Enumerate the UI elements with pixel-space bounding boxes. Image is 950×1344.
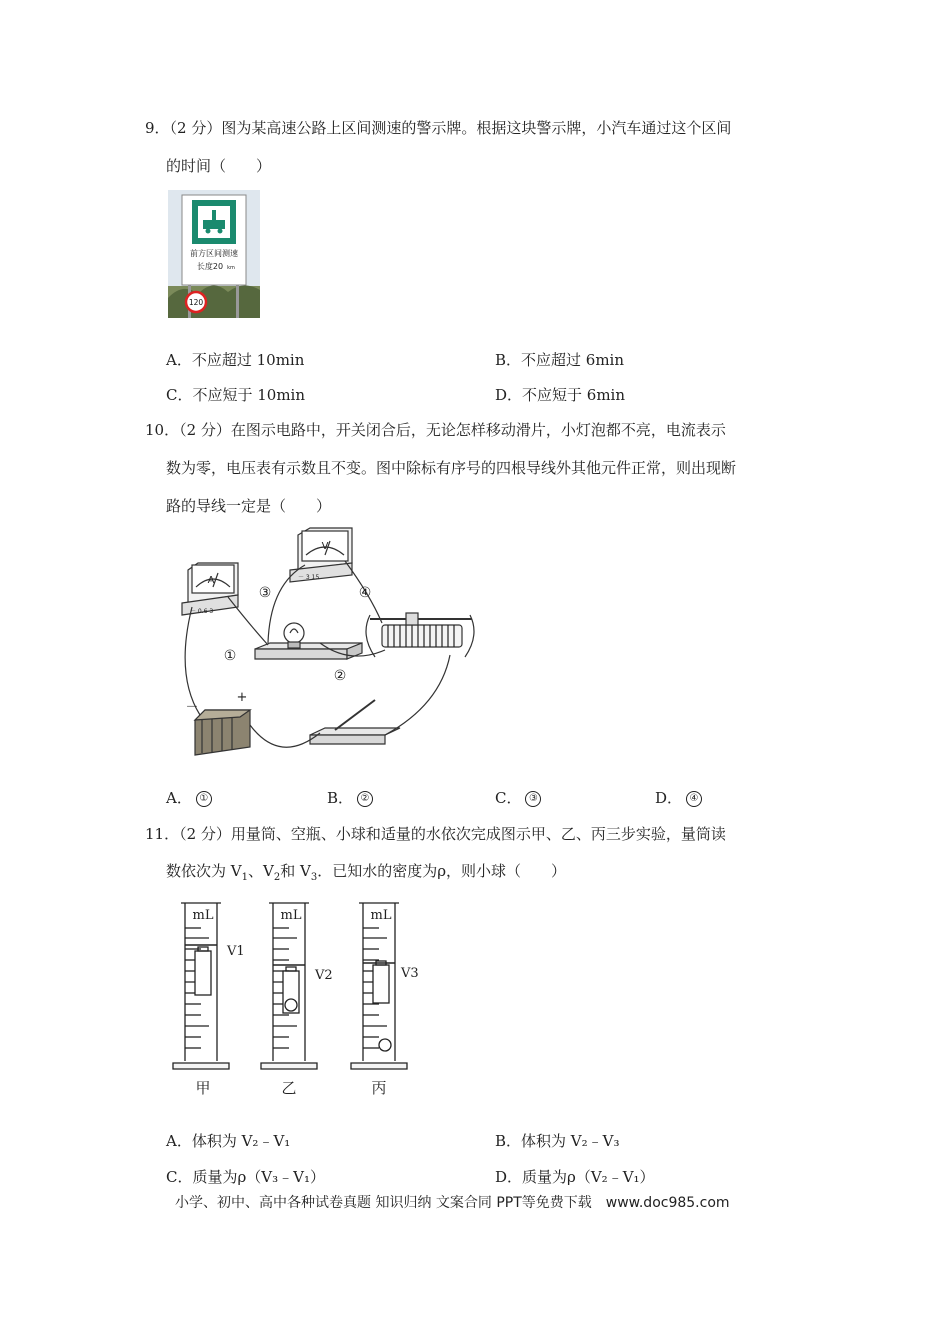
q10-line2: 数为零，电压表有示数且不变。图中除标有序号的四根导线外其他元件正常，则出现断 bbox=[166, 459, 737, 477]
q11-sub2: 2 bbox=[273, 872, 281, 883]
q10-line3: 路的导线一定是（ ） bbox=[166, 497, 332, 515]
cylinder-2-reading: V2 bbox=[315, 968, 333, 983]
q10-option-b-mark: ② bbox=[357, 791, 373, 807]
cylinder-1-unit: mL bbox=[192, 908, 214, 923]
q10-option-d-prefix: D． bbox=[655, 789, 683, 807]
sign-unit: km bbox=[227, 265, 235, 271]
q11-text2c: 和 V bbox=[280, 862, 311, 880]
q9-line1 bbox=[145, 118, 731, 138]
q10-option-a[interactable] bbox=[166, 788, 212, 808]
sign-text1: 前方区间测速 bbox=[190, 249, 238, 258]
cylinder-1-caption: 甲 bbox=[195, 1079, 211, 1097]
q9-option-a[interactable]: A．不应超过 10min bbox=[166, 351, 305, 369]
cylinder-2-caption: 乙 bbox=[281, 1079, 297, 1097]
q9-option-b[interactable]: B．不应超过 6min bbox=[495, 351, 625, 369]
q10-option-d-mark: ④ bbox=[686, 791, 702, 807]
cylinder-2-unit: mL bbox=[280, 908, 302, 923]
q10-line1 bbox=[145, 420, 726, 440]
q10-option-a-prefix: A． bbox=[166, 789, 192, 807]
q10-option-c[interactable] bbox=[495, 788, 541, 808]
q11-option-c[interactable]: C．质量为ρ（V₃﹣V₁） bbox=[166, 1168, 325, 1186]
wire-4-label: ④ bbox=[358, 585, 372, 601]
q10-number: 10． bbox=[145, 421, 180, 439]
cylinder-3-reading: V3 bbox=[401, 966, 419, 981]
q10-option-a-mark: ① bbox=[196, 791, 212, 807]
speed-limit-text: 120 bbox=[188, 298, 204, 307]
footer-text: 小学、初中、高中各种试卷真题 知识归纳 文案合同 PPT等免费下载 www.doc985.com bbox=[175, 1195, 730, 1211]
q10-option-c-prefix: C． bbox=[495, 789, 522, 807]
ammeter-terminals: － 0.6 3 bbox=[190, 608, 214, 615]
q9-text1: （2 分）图为某高速公路上区间测速的警示牌。根据这块警示牌，小汽车通过这个区间 bbox=[169, 119, 732, 137]
q11-line2 bbox=[166, 861, 566, 888]
q11-text2a: 数依次为 V bbox=[166, 862, 242, 880]
q11-sub3: 3 bbox=[310, 872, 318, 883]
voltmeter-terminals: － 3 15 bbox=[298, 574, 320, 581]
q9-option-d[interactable]: D．不应短于 6min bbox=[495, 386, 626, 404]
sign-text2: 长度20 bbox=[196, 262, 224, 271]
q11-text2b: 、V bbox=[247, 862, 274, 880]
battery-minus: － bbox=[185, 700, 199, 715]
speed-sign-photo bbox=[168, 190, 260, 318]
wire-3-label: ③ bbox=[258, 585, 272, 601]
q11-option-a[interactable]: A．体积为 V₂﹣V₁ bbox=[166, 1132, 291, 1150]
q11-line1 bbox=[145, 824, 726, 844]
q10-text1: （2 分）在图示电路中，开关闭合后，无论怎样移动滑片，小灯泡都不亮，电流表示 bbox=[179, 421, 726, 439]
q11-text2d: ．已知水的密度为ρ，则小球（ ） bbox=[317, 862, 567, 880]
q10-option-b[interactable] bbox=[327, 788, 373, 808]
q11-number: 11． bbox=[145, 825, 180, 843]
ammeter-label: A bbox=[207, 575, 215, 586]
q11-option-b[interactable]: B．体积为 V₂﹣V₃ bbox=[495, 1132, 620, 1150]
wire-1-label: ① bbox=[223, 648, 237, 664]
q11-text1: （2 分）用量筒、空瓶、小球和适量的水依次完成图示甲、乙、丙三步实验，量筒读 bbox=[179, 825, 726, 843]
cylinder-3-unit: mL bbox=[370, 908, 392, 923]
q9-option-c[interactable]: C．不应短于 10min bbox=[166, 386, 306, 404]
measuring-cylinders bbox=[165, 893, 445, 1103]
q9-line2: 的时间（ ） bbox=[166, 157, 272, 175]
battery-plus: + bbox=[236, 690, 248, 705]
q11-sub1: 1 bbox=[241, 872, 248, 883]
q9-number: 9． bbox=[145, 119, 170, 137]
q11-option-d[interactable]: D．质量为ρ（V₂﹣V₁） bbox=[495, 1168, 655, 1186]
circuit-diagram bbox=[170, 525, 480, 760]
wire-2-label: ② bbox=[333, 668, 347, 684]
q10-option-d[interactable] bbox=[655, 788, 702, 808]
cylinder-1-reading: V1 bbox=[227, 944, 245, 959]
q10-option-b-prefix: B． bbox=[327, 789, 354, 807]
q10-option-c-mark: ③ bbox=[525, 791, 541, 807]
voltmeter-label: V bbox=[321, 541, 329, 552]
cylinder-3-caption: 丙 bbox=[371, 1079, 387, 1097]
